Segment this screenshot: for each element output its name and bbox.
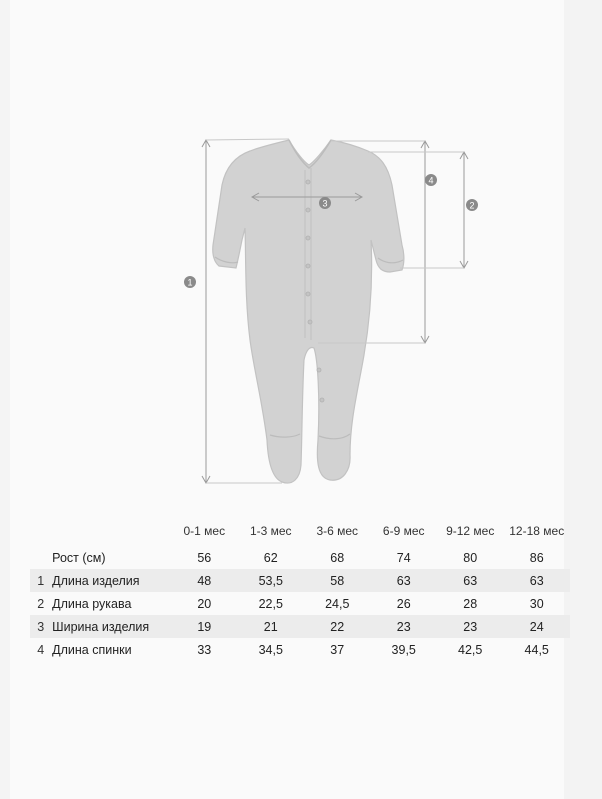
row-label: Длина изделия: [52, 569, 171, 592]
svg-text:4: 4: [428, 175, 434, 186]
table-cell: 42,5: [458, 642, 483, 657]
svg-text:2: 2: [469, 200, 475, 211]
table-cell: 28: [463, 596, 478, 611]
marker-1: [184, 276, 196, 288]
column-header: 0-1 мес: [183, 524, 226, 538]
table-cell: 63: [370, 569, 436, 592]
header-label: [52, 516, 171, 546]
column-header: 9-12 мес: [446, 524, 495, 538]
column-header: 1-3 мес: [249, 524, 292, 538]
table-cell: 26: [396, 596, 411, 611]
table-cell: 62: [263, 550, 278, 565]
table-cell: 22: [304, 615, 370, 638]
table-cell: 53,5: [238, 569, 304, 592]
marker-4: [425, 174, 437, 186]
table-row: [30, 592, 570, 615]
marker-3: [319, 197, 331, 209]
table-row: [30, 546, 570, 569]
table-row: [30, 638, 570, 661]
row-number: 4: [37, 642, 45, 657]
row-number: 1: [30, 569, 52, 592]
table-cell: 80: [463, 550, 478, 565]
row-label: Длина спинки: [52, 642, 132, 657]
table-cell: 56: [197, 550, 212, 565]
table-cell: 63: [503, 569, 570, 592]
table-cell: 86: [529, 550, 544, 565]
row-number: [30, 546, 52, 569]
table-cell: 34,5: [258, 642, 283, 657]
table-cell: 22,5: [258, 596, 283, 611]
table-cell: 37: [330, 642, 345, 657]
header-num: [30, 516, 52, 546]
table-cell: 44,5: [524, 642, 549, 657]
table-cell: 39,5: [391, 642, 416, 657]
svg-text:3: 3: [322, 198, 328, 209]
size-table: [30, 516, 570, 661]
row-label: Рост (см): [52, 550, 106, 565]
table-cell: 74: [396, 550, 411, 565]
row-label: Ширина изделия: [52, 615, 171, 638]
table-row: [30, 569, 570, 592]
table-cell: 23: [370, 615, 436, 638]
table-cell: 48: [171, 569, 237, 592]
column-header: 12-18 мес: [509, 524, 565, 538]
svg-text:1: 1: [187, 277, 193, 288]
table-cell: 24: [503, 615, 570, 638]
column-header: 6-9 мес: [382, 524, 425, 538]
size-table-container: [30, 516, 570, 661]
table-cell: 19: [171, 615, 237, 638]
row-number: 3: [30, 615, 52, 638]
table-cell: 24,5: [325, 596, 350, 611]
sleepsuit-illustration: [213, 140, 404, 483]
table-row: [30, 615, 570, 638]
table-cell: 20: [197, 596, 212, 611]
table-cell: 33: [197, 642, 212, 657]
marker-2: [466, 199, 478, 211]
column-header: 3-6 мес: [316, 524, 359, 538]
table-cell: 23: [437, 615, 503, 638]
table-cell: 21: [238, 615, 304, 638]
table-cell: 30: [529, 596, 544, 611]
table-cell: 58: [304, 569, 370, 592]
table-cell: 63: [437, 569, 503, 592]
row-number: 2: [37, 596, 45, 611]
row-label: Длина рукава: [52, 596, 132, 611]
table-cell: 68: [330, 550, 345, 565]
table-header-row: [30, 516, 570, 546]
